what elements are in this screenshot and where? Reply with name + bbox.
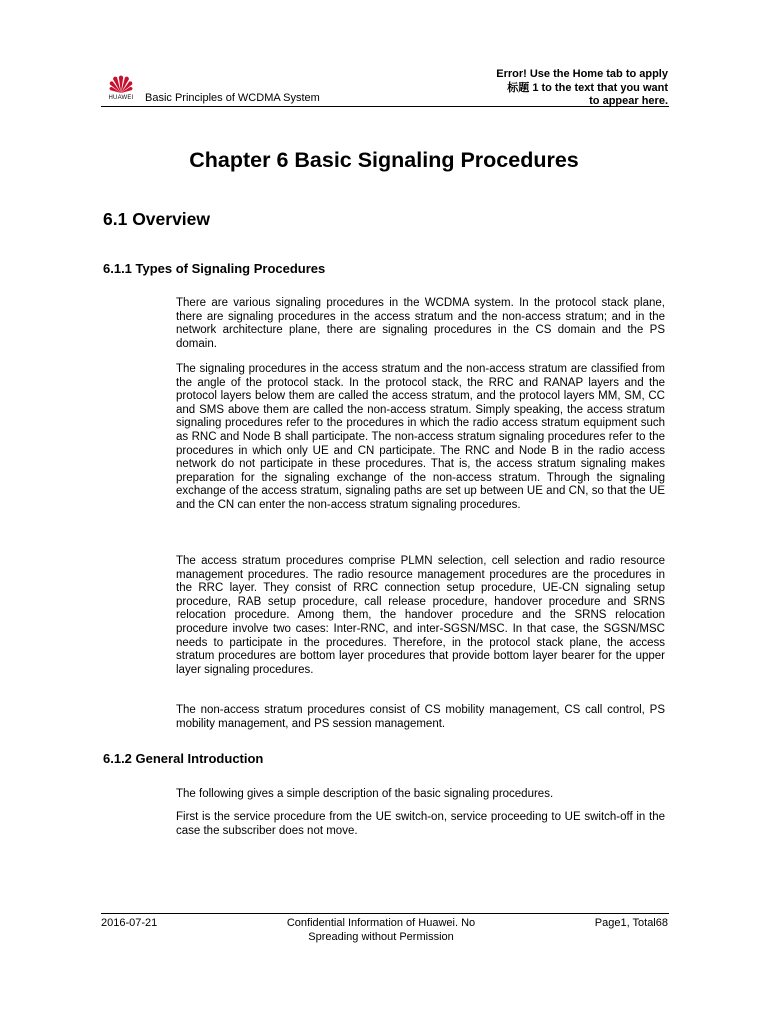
paragraph: First is the service procedure from the UE switch-on, service proceeding to UE switch-off in the case the subscriber does not move. bbox=[176, 811, 665, 837]
footer-page-number: Page1, Total68 bbox=[594, 917, 668, 929]
footer-confidential-notice bbox=[250, 917, 512, 944]
error-line-2: 标题 1 to the text that you want bbox=[507, 81, 668, 94]
paragraph: The signaling procedures in the access stratum and the non-access stratum are classified from the angle of the protocol stack. In the protocol stack, the RRC and RANAP layers and the protocol layers below them are called the access stratum, and the protocol layers MM, SM, CC and SMS above them are called the non-access stratum. Simply speaking, the access stratum signaling procedures refer to the procedures in which the radio access stratum equipment such as RNC and Node B shall participate. The non-access stratum signaling procedures refer to the procedures in which only UE and CN participate. The RNC and Node B in the radio access network do not participate in these procedures. That is, the access stratum signaling makes preparation for the signaling exchange of the non-access stratum. Through the signaling exchange of the access stratum, signaling paths are set up between UE and CN, so that the UE and the CN can enter the non-access stratum signaling procedures. bbox=[176, 363, 665, 511]
section-heading-overview: 6.1 Overview bbox=[103, 209, 211, 229]
confidential-line-1: Confidential Information of Huawei. No bbox=[286, 917, 476, 929]
paragraph: The access stratum procedures comprise PLMN selection, cell selection and radio resource management procedures. The radio resource management procedures are the procedures in the RRC layer. They consist of RRC connection setup procedure, UE-CN signaling setup procedure, RAB setup procedure, call release procedure, handover procedure and SRNS relocation procedure. Among them, the handover procedure and the SRNS relocation procedure involve two cases: Inter-RNC, and inter-SGSN/MSC. In that case, the SGSN/MSC needs to participate in the procedures. Therefore, in the protocol stack plane, the access stratum procedures are bottom layer procedures that provide bottom layer bearer for the upper layer signaling procedures. bbox=[176, 555, 665, 676]
footer-divider bbox=[101, 913, 669, 914]
subsection-heading-types: 6.1.1 Types of Signaling Procedures bbox=[103, 261, 326, 276]
chapter-title: Chapter 6 Basic Signaling Procedures bbox=[189, 148, 579, 172]
huawei-logo-icon bbox=[101, 68, 141, 108]
error-line-1: Error! Use the Home tab to apply bbox=[496, 68, 668, 80]
paragraph: The following gives a simple description of the basic signaling procedures. bbox=[176, 788, 554, 800]
header-document-title: Basic Principles of WCDMA System bbox=[145, 92, 320, 104]
header-divider bbox=[101, 106, 669, 107]
error-line-3: to appear here. bbox=[589, 95, 668, 107]
header-error-message bbox=[468, 68, 668, 109]
paragraph: There are various signaling procedures in the WCDMA system. In the protocol stack plane, there are signaling procedures in the access stratum and the non-access stratum; and in the network architecture plane, there are signaling procedures in the CS domain and the PS domain. bbox=[176, 297, 665, 350]
logo-text: HUAWEI bbox=[108, 95, 134, 101]
paragraph: The non-access stratum procedures consist of CS mobility management, CS call control, PS mobility management, and PS session management. bbox=[176, 704, 665, 730]
footer-date: 2016-07-21 bbox=[101, 917, 158, 929]
confidential-line-2: Spreading without Permission bbox=[308, 930, 454, 943]
subsection-heading-general-introduction: 6.1.2 General Introduction bbox=[103, 751, 264, 766]
